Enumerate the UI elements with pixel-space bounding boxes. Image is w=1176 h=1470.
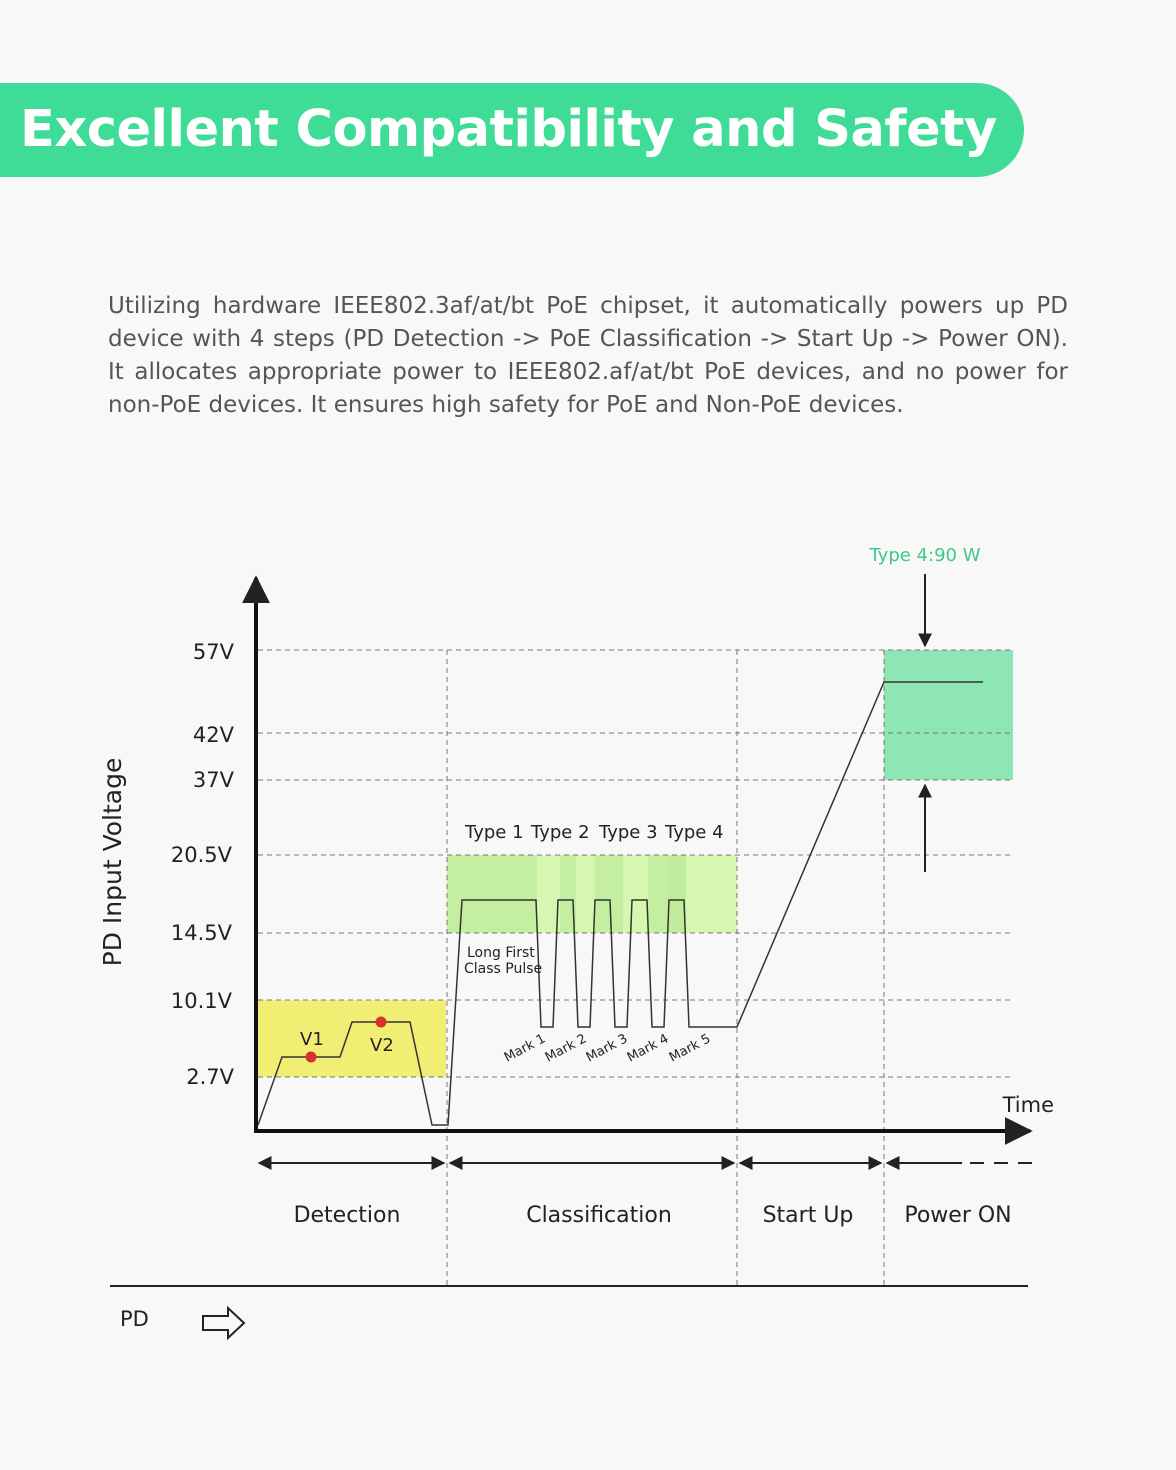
class-type-labels [464, 822, 724, 843]
pd-label: PD [120, 1307, 149, 1331]
voltage-labels [171, 640, 235, 1089]
voltage-label: 2.7V [186, 1065, 234, 1089]
pd-arrow-icon [203, 1308, 244, 1338]
voltage-label: 57V [192, 640, 234, 664]
phase-labels [294, 1203, 1012, 1228]
v2-label: V2 [370, 1035, 394, 1056]
y-axis-label: PD Input Voltage [98, 757, 127, 967]
x-axis-label: Time [1002, 1093, 1054, 1117]
phase-label-startup: Start Up [762, 1203, 854, 1228]
type-label: Type 2 [531, 822, 590, 843]
voltage-label: 20.5V [170, 843, 232, 867]
voltage-label: 10.1V [170, 989, 232, 1013]
v1-label: V1 [300, 1029, 324, 1050]
v1-marker [306, 1052, 317, 1063]
power-type-label: Type 4:90 W [869, 545, 981, 566]
type-label: Type 1 [465, 822, 524, 843]
phase-label-classification: Classification [526, 1203, 672, 1228]
long-pulse-label-line1: Long First [467, 945, 535, 961]
page-title: Excellent Compatibility and Safety [20, 100, 997, 159]
detection-zone [258, 1000, 446, 1077]
voltage-label: 14.5V [170, 921, 232, 945]
mark-label: Mark 3 [583, 1031, 631, 1066]
mark-labels [502, 1031, 713, 1065]
phase-label-poweron: Power ON [904, 1203, 1012, 1228]
mark-label: Mark 4 [624, 1031, 672, 1066]
voltage-label: 42V [192, 723, 234, 747]
power-zone [884, 650, 1013, 780]
phase-label-detection: Detection [293, 1203, 401, 1228]
mark-label: Mark 5 [666, 1031, 714, 1066]
classification-zone [447, 855, 737, 933]
long-pulse-label-line2: Class Pulse [464, 961, 543, 977]
v2-marker [376, 1017, 387, 1028]
type-label: Type 3 [599, 822, 658, 843]
mark-label: Mark 1 [501, 1031, 549, 1066]
type-label: Type 4 [665, 822, 724, 843]
description-text: Utilizing hardware IEEE802.3af/at/bt PoE chipset, it automatically powers up PD device with 4 steps (PD Detection -> PoE Classification -> Start Up -> Power ON). It allocates appropriate power to IEEE802.af/at/bt PoE devices, and no power for non-PoE devices. It ensures high safety for PoE and Non-PoE devices. [108, 293, 1068, 418]
mark-label: Mark 2 [542, 1031, 590, 1066]
voltage-label: 37V [192, 768, 234, 792]
